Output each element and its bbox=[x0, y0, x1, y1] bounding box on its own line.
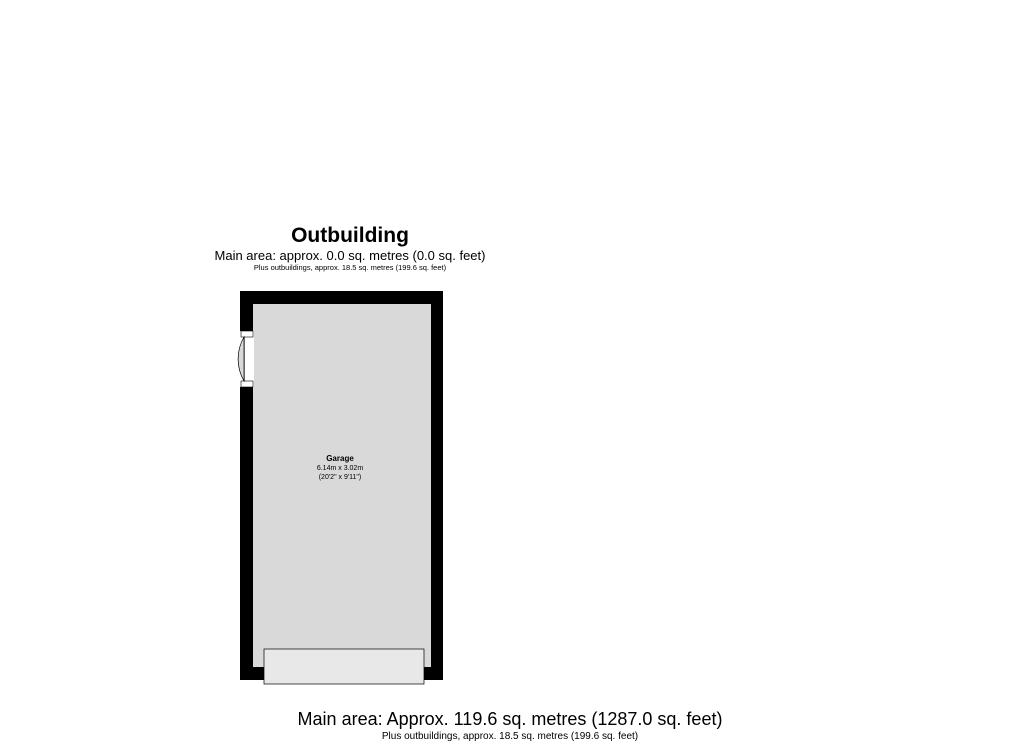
garage-floor bbox=[253, 304, 431, 667]
total-main-area: Main area: Approx. 119.6 sq. metres (1287.0 sq. feet) bbox=[297, 709, 723, 729]
door-jamb-bottom bbox=[241, 381, 253, 387]
garage-door bbox=[264, 649, 424, 684]
room-label-garage bbox=[290, 454, 390, 482]
door-jamb-top bbox=[241, 331, 253, 337]
total-outbuildings-area: Plus outbuildings, approx. 18.5 sq. metres (199.6 sq. feet) bbox=[381, 731, 639, 742]
plan-title: Outbuilding bbox=[291, 224, 409, 247]
room-dimensions-metric: 6.14m x 3.02m bbox=[316, 465, 364, 472]
room-dimensions-imperial: (20'2" x 9'11") bbox=[318, 474, 362, 481]
room-name: Garage bbox=[326, 454, 354, 463]
door-swing-arc bbox=[238, 337, 244, 381]
plan-outbuildings-area: Plus outbuildings, approx. 18.5 sq. metres (199.6 sq. feet) bbox=[253, 263, 447, 272]
plan-main-area: Main area: approx. 0.0 sq. metres (0.0 sq. feet) bbox=[214, 248, 486, 263]
